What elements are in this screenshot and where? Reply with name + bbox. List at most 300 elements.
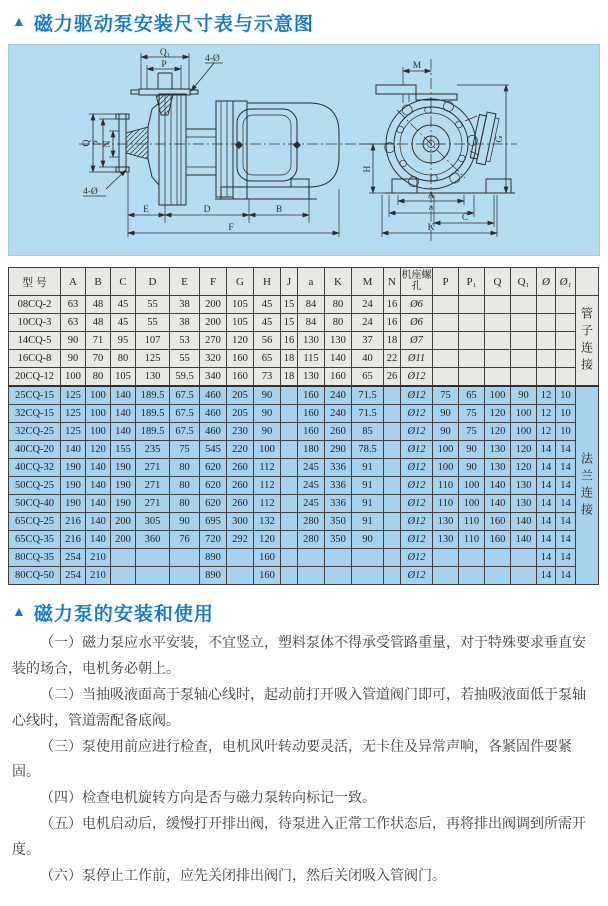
- value-cell: [384, 531, 401, 549]
- table-row-65CQ-25: [9, 513, 599, 531]
- model-cell: 32CQ-25: [9, 423, 61, 441]
- usage-note-2: （二）当抽吸液面高于泵轴心线时，起动前打开吸入管道阀门即可，若抽吸液面低于泵轴心线时，管道需配备底阀。: [12, 687, 586, 729]
- value-cell: 37: [352, 332, 384, 350]
- value-cell: [111, 549, 136, 567]
- value-cell: 160: [254, 567, 281, 585]
- value-cell: 63: [61, 296, 86, 314]
- value-cell: 80: [86, 368, 111, 387]
- value-cell: Ø12: [401, 423, 433, 441]
- pump-schematic-diagram: [8, 44, 600, 256]
- table-row-80CQ-50: [9, 567, 599, 585]
- column-header-a: a: [298, 268, 325, 296]
- value-cell: [537, 314, 556, 332]
- value-cell: Ø12: [401, 405, 433, 423]
- value-cell: 14: [556, 459, 576, 477]
- dim-label-g: G: [495, 135, 505, 143]
- value-cell: 100: [459, 477, 485, 495]
- value-cell: 56: [254, 332, 281, 350]
- value-cell: [384, 513, 401, 531]
- value-cell: 125: [61, 386, 86, 405]
- value-cell: Ø6: [401, 296, 433, 314]
- value-cell: 38: [170, 314, 200, 332]
- value-cell: [511, 332, 537, 350]
- usage-note-3: （三）泵使用前应进行检查，电机风叶转动要灵活，无卡住及异常声响，各紧固件要紧固。: [12, 739, 572, 781]
- model-cell: 16CQ-8: [9, 350, 61, 368]
- value-cell: 110: [433, 495, 459, 513]
- value-cell: 140: [511, 513, 537, 531]
- value-cell: [556, 332, 576, 350]
- value-cell: 100: [433, 441, 459, 459]
- dim-label-d: D: [203, 205, 211, 215]
- value-cell: 189.5: [136, 405, 170, 423]
- value-cell: [459, 549, 485, 567]
- value-cell: Ø12: [401, 495, 433, 513]
- value-cell: 100: [511, 405, 537, 423]
- value-cell: 235: [136, 441, 170, 459]
- table-row-80CQ-35: [9, 549, 599, 567]
- dimension-table-body: [9, 296, 599, 585]
- column-header-connection: [576, 268, 599, 296]
- value-cell: 90: [254, 405, 281, 423]
- value-cell: [511, 549, 537, 567]
- value-cell: 890: [200, 549, 227, 567]
- value-cell: 320: [200, 350, 227, 368]
- value-cell: [227, 549, 254, 567]
- value-cell: 26: [384, 368, 401, 387]
- value-cell: 210: [86, 549, 111, 567]
- value-cell: [433, 567, 459, 585]
- value-cell: [281, 423, 298, 441]
- dim-label-c: C: [461, 213, 469, 223]
- model-cell: 25CQ-15: [9, 386, 61, 405]
- value-cell: 80: [325, 296, 352, 314]
- value-cell: 140: [86, 459, 111, 477]
- table-row-65CQ-35: [9, 531, 599, 549]
- value-cell: 14: [537, 531, 556, 549]
- column-header-model: 型 号: [9, 268, 61, 296]
- value-cell: 90: [352, 531, 384, 549]
- value-cell: [511, 314, 537, 332]
- value-cell: 100: [433, 459, 459, 477]
- value-cell: [384, 459, 401, 477]
- value-cell: 200: [111, 513, 136, 531]
- column-header-K: K: [325, 268, 352, 296]
- value-cell: 70: [86, 350, 111, 368]
- value-cell: [485, 549, 511, 567]
- value-cell: 67.5: [170, 423, 200, 441]
- value-cell: 140: [111, 405, 136, 423]
- value-cell: 80: [170, 495, 200, 513]
- value-cell: [384, 405, 401, 423]
- value-cell: [170, 549, 200, 567]
- value-cell: 71: [86, 332, 111, 350]
- value-cell: 90: [170, 513, 200, 531]
- value-cell: 120: [227, 332, 254, 350]
- value-cell: 140: [86, 477, 111, 495]
- value-cell: Ø12: [401, 441, 433, 459]
- value-cell: [511, 296, 537, 314]
- value-cell: 140: [325, 350, 352, 368]
- value-cell: 460: [200, 423, 227, 441]
- column-header-P₁: P₁: [459, 268, 485, 296]
- column-header-J: J: [281, 268, 298, 296]
- value-cell: 71.5: [352, 405, 384, 423]
- value-cell: [556, 296, 576, 314]
- value-cell: [298, 567, 325, 585]
- value-cell: 130: [511, 495, 537, 513]
- value-cell: [384, 567, 401, 585]
- value-cell: 190: [111, 495, 136, 513]
- value-cell: 245: [298, 459, 325, 477]
- value-cell: 260: [227, 477, 254, 495]
- value-cell: 100: [511, 423, 537, 441]
- value-cell: [511, 368, 537, 387]
- value-cell: [537, 350, 556, 368]
- table-row-50CQ-40: [9, 495, 599, 513]
- value-cell: 67.5: [170, 386, 200, 405]
- column-header-A: A: [61, 268, 86, 296]
- value-cell: [485, 314, 511, 332]
- value-cell: Ø12: [401, 567, 433, 585]
- value-cell: 216: [61, 531, 86, 549]
- value-cell: 115: [298, 350, 325, 368]
- value-cell: [433, 368, 459, 387]
- value-cell: 48: [86, 314, 111, 332]
- table-row-10CQ-3: [9, 314, 599, 332]
- value-cell: 16: [281, 332, 298, 350]
- value-cell: 14: [537, 567, 556, 585]
- dim-label-f: F: [228, 223, 234, 233]
- value-cell: 84: [298, 314, 325, 332]
- pump-drawing-svg: [9, 45, 599, 255]
- value-cell: 14: [556, 513, 576, 531]
- value-cell: 78.5: [352, 441, 384, 459]
- value-cell: 18: [281, 350, 298, 368]
- value-cell: 100: [86, 423, 111, 441]
- value-cell: [537, 296, 556, 314]
- value-cell: 24: [352, 296, 384, 314]
- column-header-D: D: [136, 268, 170, 296]
- value-cell: 90: [254, 386, 281, 405]
- value-cell: 100: [61, 368, 86, 387]
- value-cell: 180: [298, 441, 325, 459]
- value-cell: 10: [556, 405, 576, 423]
- value-cell: 545: [200, 441, 227, 459]
- value-cell: 84: [298, 296, 325, 314]
- value-cell: 59.5: [170, 368, 200, 387]
- value-cell: 245: [298, 495, 325, 513]
- value-cell: 336: [325, 477, 352, 495]
- model-cell: 40CQ-20: [9, 441, 61, 459]
- value-cell: 90: [511, 386, 537, 405]
- value-cell: [485, 350, 511, 368]
- table-row-08CQ-2: [9, 296, 599, 314]
- value-cell: 340: [200, 368, 227, 387]
- value-cell: [384, 477, 401, 495]
- model-cell: 50CQ-40: [9, 495, 61, 513]
- value-cell: 200: [111, 531, 136, 549]
- value-cell: 271: [136, 459, 170, 477]
- value-cell: Ø12: [401, 386, 433, 405]
- value-cell: 14: [537, 549, 556, 567]
- model-cell: 08CQ-2: [9, 296, 61, 314]
- value-cell: 160: [485, 531, 511, 549]
- value-cell: 890: [200, 567, 227, 585]
- value-cell: 270: [200, 332, 227, 350]
- value-cell: 160: [485, 513, 511, 531]
- value-cell: [384, 441, 401, 459]
- value-cell: 40: [352, 350, 384, 368]
- value-cell: 90: [433, 405, 459, 423]
- value-cell: 200: [200, 296, 227, 314]
- value-cell: 160: [227, 368, 254, 387]
- value-cell: 48: [86, 296, 111, 314]
- value-cell: 14: [556, 567, 576, 585]
- value-cell: 90: [254, 423, 281, 441]
- table-row-40CQ-20: [9, 441, 599, 459]
- value-cell: 80: [325, 314, 352, 332]
- value-cell: 280: [298, 513, 325, 531]
- value-cell: 210: [86, 567, 111, 585]
- value-cell: 620: [200, 477, 227, 495]
- value-cell: 91: [352, 459, 384, 477]
- value-cell: [459, 567, 485, 585]
- usage-section-title: 磁力泵的安装和使用: [33, 604, 214, 625]
- value-cell: 350: [325, 531, 352, 549]
- value-cell: 280: [298, 531, 325, 549]
- model-cell: 40CQ-32: [9, 459, 61, 477]
- dim-label-b: B: [275, 205, 283, 215]
- value-cell: 292: [227, 531, 254, 549]
- value-cell: 90: [459, 441, 485, 459]
- value-cell: 91: [352, 477, 384, 495]
- usage-note-4: （四）检查电机旋转方向是否与磁力泵转向标记一致。: [40, 791, 376, 807]
- dim-label-a-big: A: [427, 191, 435, 201]
- value-cell: [281, 495, 298, 513]
- value-cell: 130: [136, 368, 170, 387]
- value-cell: [485, 567, 511, 585]
- value-cell: 95: [111, 332, 136, 350]
- value-cell: 45: [111, 296, 136, 314]
- column-header-机座螺孔: 机座螺孔: [401, 268, 433, 296]
- value-cell: 100: [459, 495, 485, 513]
- value-cell: [384, 386, 401, 405]
- value-cell: 110: [433, 477, 459, 495]
- value-cell: 130: [433, 531, 459, 549]
- column-header-Q: Q: [485, 268, 511, 296]
- value-cell: 14: [556, 531, 576, 549]
- value-cell: 120: [86, 441, 111, 459]
- column-header-C: C: [111, 268, 136, 296]
- value-cell: 55: [136, 296, 170, 314]
- value-cell: 110: [459, 513, 485, 531]
- column-header-H: H: [254, 268, 281, 296]
- value-cell: 105: [227, 296, 254, 314]
- value-cell: 254: [61, 567, 86, 585]
- value-cell: Ø11: [401, 350, 433, 368]
- value-cell: 80: [170, 477, 200, 495]
- value-cell: [384, 549, 401, 567]
- value-cell: 205: [227, 405, 254, 423]
- value-cell: 189.5: [136, 423, 170, 441]
- value-cell: 10: [556, 386, 576, 405]
- column-header-B: B: [86, 268, 111, 296]
- value-cell: [459, 314, 485, 332]
- value-cell: 189.5: [136, 386, 170, 405]
- value-cell: 140: [86, 513, 111, 531]
- value-cell: 460: [200, 405, 227, 423]
- value-cell: [384, 423, 401, 441]
- value-cell: 200: [200, 314, 227, 332]
- column-header-Q₁: Q₁: [511, 268, 537, 296]
- value-cell: 140: [86, 495, 111, 513]
- value-cell: 130: [298, 368, 325, 387]
- value-cell: 75: [433, 386, 459, 405]
- value-cell: 160: [325, 368, 352, 387]
- column-header-G: G: [227, 268, 254, 296]
- value-cell: 140: [485, 477, 511, 495]
- value-cell: 110: [459, 531, 485, 549]
- holes-callout-bottom: 4-Ø: [83, 187, 98, 197]
- value-cell: 140: [61, 441, 86, 459]
- value-cell: 125: [61, 405, 86, 423]
- value-cell: [281, 567, 298, 585]
- value-cell: 140: [111, 423, 136, 441]
- value-cell: [281, 441, 298, 459]
- value-cell: 71.5: [352, 386, 384, 405]
- table-row-50CQ-25: [9, 477, 599, 495]
- value-cell: 15: [281, 296, 298, 314]
- dimensions-section-header: [0, 0, 608, 41]
- usage-section-header: [0, 585, 608, 631]
- value-cell: 10: [556, 423, 576, 441]
- value-cell: 63: [61, 314, 86, 332]
- column-header-Ø₁: Ø₁: [556, 268, 576, 296]
- value-cell: [281, 459, 298, 477]
- value-cell: 160: [298, 386, 325, 405]
- value-cell: 12: [537, 386, 556, 405]
- value-cell: 245: [298, 477, 325, 495]
- connection-type-label: 管子连接: [576, 296, 599, 387]
- value-cell: 73: [254, 368, 281, 387]
- dim-label-q1-top: Q₁: [159, 48, 171, 58]
- column-header-N: N: [384, 268, 401, 296]
- value-cell: [537, 332, 556, 350]
- value-cell: [459, 332, 485, 350]
- dim-label-m: M: [412, 61, 422, 71]
- value-cell: 260: [227, 495, 254, 513]
- value-cell: [384, 495, 401, 513]
- dim-label-h: H: [363, 165, 373, 173]
- value-cell: Ø12: [401, 513, 433, 531]
- table-row-25CQ-15: [9, 386, 599, 405]
- value-cell: [281, 513, 298, 531]
- value-cell: 105: [227, 314, 254, 332]
- value-cell: 125: [61, 423, 86, 441]
- value-cell: [485, 296, 511, 314]
- value-cell: [511, 567, 537, 585]
- column-header-P: P: [433, 268, 459, 296]
- model-cell: 32CQ-15: [9, 405, 61, 423]
- value-cell: 130: [433, 513, 459, 531]
- value-cell: 100: [254, 441, 281, 459]
- value-cell: 120: [511, 459, 537, 477]
- value-cell: [485, 368, 511, 387]
- value-cell: 130: [485, 459, 511, 477]
- value-cell: Ø12: [401, 549, 433, 567]
- usage-note-6: （六）泵停止工作前，应先关闭排出阀门，然后关闭吸入管阀门。: [40, 869, 446, 885]
- dim-label-n-left: N: [103, 140, 113, 148]
- value-cell: [556, 368, 576, 387]
- table-row-40CQ-32: [9, 459, 599, 477]
- model-cell: 80CQ-50: [9, 567, 61, 585]
- model-cell: 65CQ-35: [9, 531, 61, 549]
- column-header-F: F: [200, 268, 227, 296]
- value-cell: 90: [61, 350, 86, 368]
- value-cell: 230: [227, 423, 254, 441]
- value-cell: 14: [537, 477, 556, 495]
- value-cell: 14: [537, 441, 556, 459]
- value-cell: Ø12: [401, 368, 433, 387]
- value-cell: 105: [111, 368, 136, 387]
- model-cell: 50CQ-25: [9, 477, 61, 495]
- dim-label-p-top: P: [161, 60, 167, 70]
- value-cell: 14: [556, 477, 576, 495]
- dim-label-q-left: Q: [82, 139, 92, 147]
- value-cell: 300: [227, 513, 254, 531]
- table-row-32CQ-25: [9, 423, 599, 441]
- section-marker-icon: ▲: [12, 14, 26, 30]
- value-cell: [325, 549, 352, 567]
- value-cell: 160: [254, 549, 281, 567]
- value-cell: 18: [281, 368, 298, 387]
- value-cell: 100: [485, 386, 511, 405]
- value-cell: 190: [111, 477, 136, 495]
- value-cell: 112: [254, 495, 281, 513]
- value-cell: 120: [485, 423, 511, 441]
- value-cell: [433, 332, 459, 350]
- table-row-14CQ-5: [9, 332, 599, 350]
- value-cell: Ø12: [401, 531, 433, 549]
- value-cell: 460: [200, 386, 227, 405]
- value-cell: 720: [200, 531, 227, 549]
- value-cell: [433, 296, 459, 314]
- value-cell: 55: [136, 314, 170, 332]
- model-cell: 20CQ-12: [9, 368, 61, 387]
- value-cell: 254: [61, 549, 86, 567]
- pump-side-view-drawing: [79, 48, 401, 237]
- value-cell: 160: [298, 423, 325, 441]
- value-cell: 14: [556, 549, 576, 567]
- value-cell: 16: [384, 296, 401, 314]
- value-cell: 160: [298, 405, 325, 423]
- value-cell: 190: [61, 459, 86, 477]
- value-cell: 65: [254, 350, 281, 368]
- value-cell: 260: [325, 423, 352, 441]
- value-cell: 112: [254, 477, 281, 495]
- value-cell: 24: [352, 314, 384, 332]
- value-cell: 240: [325, 386, 352, 405]
- value-cell: [281, 386, 298, 405]
- value-cell: 140: [485, 495, 511, 513]
- model-cell: 14CQ-5: [9, 332, 61, 350]
- value-cell: 14: [537, 459, 556, 477]
- value-cell: 130: [511, 477, 537, 495]
- value-cell: 130: [485, 441, 511, 459]
- value-cell: 271: [136, 495, 170, 513]
- value-cell: 132: [254, 513, 281, 531]
- value-cell: 38: [170, 296, 200, 314]
